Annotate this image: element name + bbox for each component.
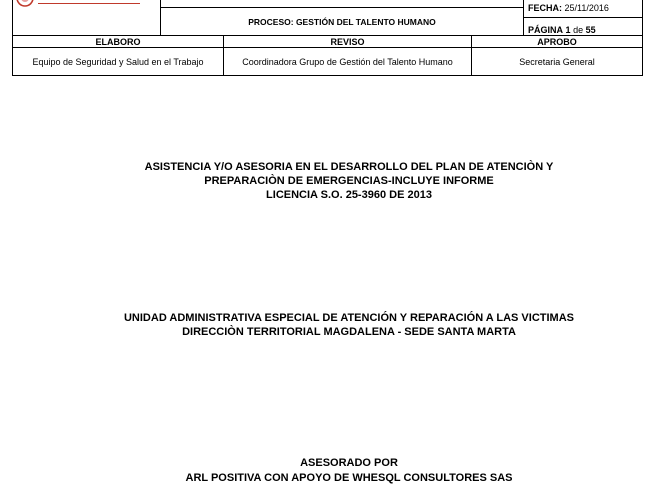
logo-emblem-inner <box>21 0 29 2</box>
date-label: FECHA: <box>528 3 562 13</box>
process-cell <box>160 7 524 36</box>
process-title: PROCESO: GESTIÓN DEL TALENTO HUMANO <box>248 16 436 27</box>
approval-value-reviso <box>223 47 472 76</box>
approval-header-label: ELABORO <box>95 36 141 47</box>
approval-header-label: REVISO <box>330 36 365 47</box>
page-total: 55 <box>585 25 596 35</box>
entity-line: DIRECCIÒN TERRITORIAL MAGDALENA - SEDE SANTA MARTA <box>182 326 516 338</box>
page-label: PÁGINA <box>528 25 564 35</box>
advisor-line: ARL POSITIVA CON APOYO DE WHESQL CONSULTORES SAS <box>185 472 513 484</box>
entity-name <box>34 311 663 339</box>
page-current: 1 <box>565 25 571 35</box>
date-value: 25/11/2016 <box>564 3 609 13</box>
approval-value: Coordinadora Grupo de Gestión del Talento Humano <box>242 56 453 67</box>
approval-value: Secretaria General <box>519 56 595 67</box>
page-of: de <box>573 25 584 35</box>
approval-header-label: APROBO <box>537 36 577 47</box>
date-cell <box>523 0 643 18</box>
advisor-info <box>34 456 663 486</box>
title-line: LICENCIA S.O. 25-3960 DE 2013 <box>266 189 432 201</box>
title-line: PREPARACIÒN DE EMERGENCIAS-INCLUYE INFORME <box>204 175 494 187</box>
approval-value-aprobo <box>471 47 643 76</box>
document-title <box>34 160 663 202</box>
institution-logo <box>12 0 152 8</box>
approval-value: Equipo de Seguridad y Salud en el Trabajo <box>32 56 204 67</box>
title-line: ASISTENCIA Y/O ASESORIA EN EL DESARROLLO DEL PLAN DE ATENCIÒN Y <box>144 161 554 173</box>
advisor-line: ASESORADO POR <box>300 457 398 469</box>
approval-value-elaboro <box>12 47 224 76</box>
page-number-cell <box>523 17 643 36</box>
entity-line: UNIDAD ADMINISTRATIVA ESPECIAL DE ATENCIÓN Y REPARACIÓN A LAS VICTIMAS <box>123 312 574 324</box>
